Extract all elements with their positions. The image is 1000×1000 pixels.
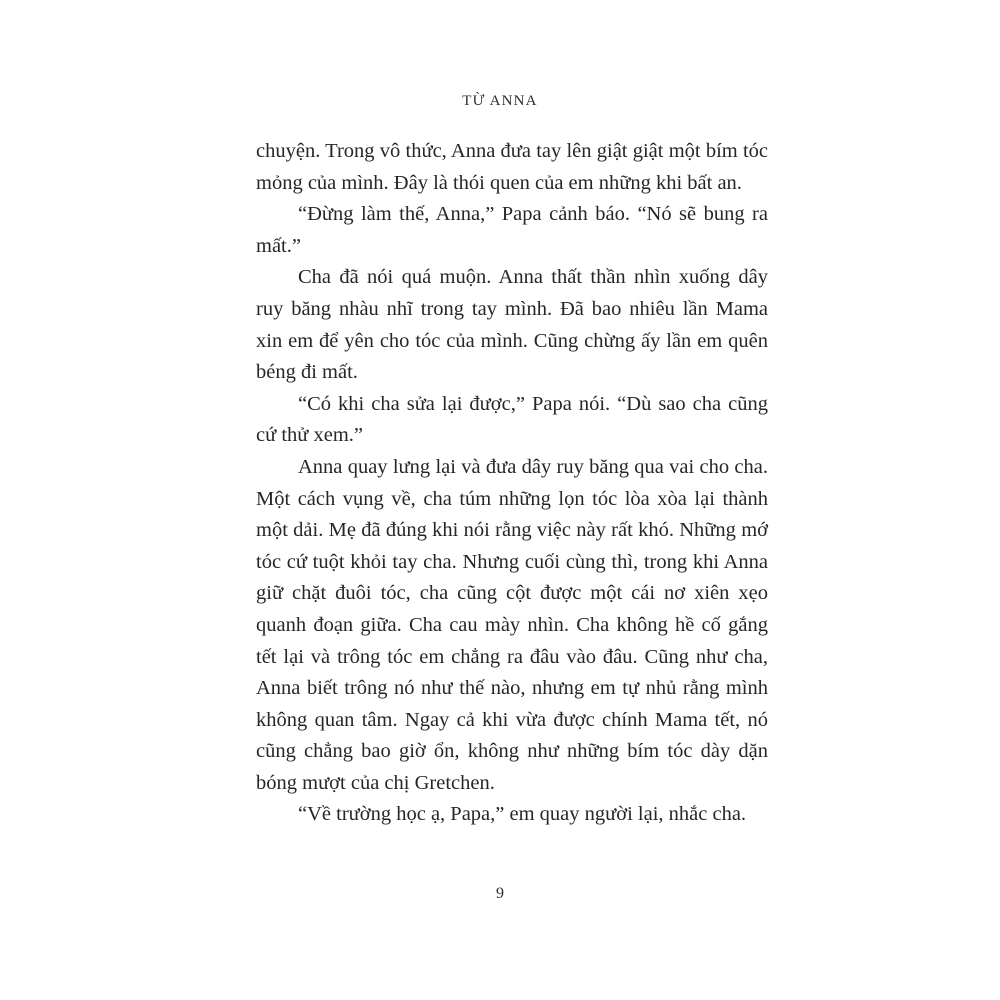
page-number: 9 — [496, 885, 504, 902]
paragraph: chuyện. Trong vô thức, Anna đưa tay lên giật giật một bím tóc mỏng của mình. Đây là thói quen của em những khi bất an. — [256, 140, 768, 194]
running-head: TỪ ANNA — [462, 93, 538, 109]
paragraph: “Về trường học ạ, Papa,” em quay người lại, nhắc cha. — [298, 803, 747, 826]
paragraph: “Có khi cha sửa lại được,” Papa nói. “Dù sao cha cũng cứ thử xem.” — [256, 392, 768, 447]
paragraph: Cha đã nói quá muộn. Anna thất thần nhìn xuống dây ruy băng nhàu nhĩ trong tay mình. Đã bao nhiêu lần Mama xin em để yên cho tóc của mình. Cũng chừng ấy lần em quên béng đi mất. — [256, 266, 768, 384]
body-text — [256, 136, 768, 831]
paragraph: “Đừng làm thế, Anna,” Papa cảnh báo. “Nó sẽ bung ra mất.” — [256, 203, 768, 257]
paragraph: Anna quay lưng lại và đưa dây ruy băng qua vai cho cha. Một cách vụng về, cha túm những lọn tóc lòa xòa lại thành một dải. Mẹ đã đúng khi nói rằng việc này rất khó. Những mớ tóc cứ tuột khỏi tay cha. Nhưng cuối cùng thì, trong khi Anna giữ chặt đuôi tóc, cha cũng cột được một cái nơ xiên xẹo quanh đoạn giữa. Cha cau mày nhìn. Cha không hề cố gắng tết lại và trông tóc em chẳng ra đâu vào đâu. Cũng như cha, Anna biết trông nó như thế nào, nhưng em tự nhủ rằng mình không quan tâm. Ngay cả khi vừa được chính Mama tết, nó cũng chẳng bao giờ ổn, không như những bím tóc dày dặn bóng mượt của chị Gretchen. — [256, 455, 768, 794]
